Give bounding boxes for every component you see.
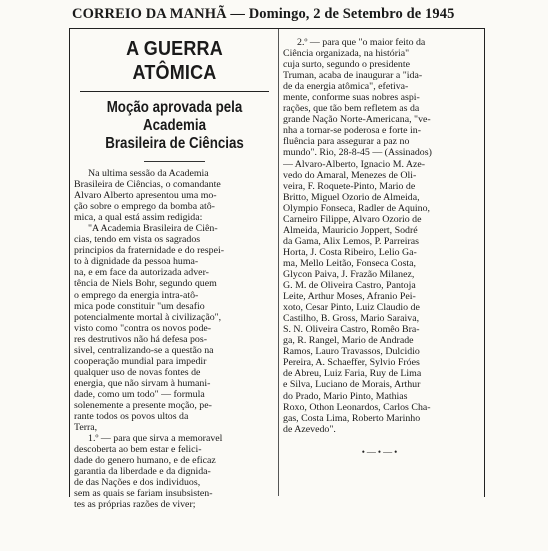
text-line: Ciência organizada, na história": [283, 48, 410, 60]
left-column-body: [74, 168, 275, 510]
text-line: e Silva, Luciano de Morais, Arthur: [283, 379, 421, 391]
text-line: principios da fraternidade e do respei-: [74, 245, 224, 257]
text-line: Almeida, Mauricio Joppert, Sodré: [283, 224, 418, 236]
text-line: Na ultima sessão da Academia: [88, 168, 209, 179]
text-line: to à dignidade da pessoa huma-: [74, 256, 199, 268]
text-line: energia, que não sirvam à humani-: [74, 377, 211, 389]
headline: A GUERRA ATÔMICA: [126, 38, 223, 84]
text-line: tes as próprias razões de viver;: [74, 499, 196, 511]
text-line: Horta, J. Costa Ribeiro, Lelio Ga-: [283, 246, 417, 258]
text-line: Glycon Paiva, J. Frazão Milanez,: [283, 268, 415, 280]
text-line: mica pode constituir "um desafio: [74, 300, 205, 312]
text-line: grande Nação Norte-Americana, "ve-: [283, 114, 431, 126]
text-line: de das Nações e dos individuos,: [74, 477, 201, 489]
end-ornament: •—•—•: [361, 446, 400, 457]
text-line: cooperação mundial para impedir: [74, 355, 207, 367]
text-line: visto como "contra os novos pode-: [74, 322, 212, 334]
text-line: Olympio Fonseca, Radler de Aquino,: [283, 202, 431, 214]
text-line: Carneiro Filippe, Alvaro Ozorio de: [283, 213, 422, 225]
text-line: cuja surto, segundo o presidente: [283, 59, 410, 71]
text-line: Leite, Arthur Moses, Afranio Pei-: [283, 291, 416, 303]
text-line: dade, como um todo" — formula: [74, 388, 205, 400]
left-column: [74, 29, 275, 511]
text-line: 1.º — para que sirva a memoravel: [88, 433, 223, 445]
text-line: de Azevedo".: [283, 423, 336, 435]
text-line: — Alvaro-Alberto, Ignacio M. Aze-: [283, 158, 426, 170]
text-line: veira, F. Roquete-Pinto, Mario de: [283, 180, 416, 192]
text-line: de Abreu, Luiz Faria, Ruy de Lima: [283, 368, 422, 380]
text-line: ga, R. Rangel, Mario de Andrade: [283, 335, 414, 347]
text-line: vedo do Amaral, Menezes de Oli-: [283, 169, 417, 181]
masthead: CORREIO DA MANHÃ — Domingo, 2 de Setembro de 1945: [72, 6, 455, 22]
text-line: Britto, Miguel Ozorio de Almeida,: [283, 191, 420, 203]
text-line: Brasileira de Ciências, o comandante: [74, 179, 221, 191]
text-line: S. N. Oliveira Castro, Romêo Bra-: [283, 324, 420, 336]
text-line: dade do genero humano, e de eficaz: [74, 455, 216, 467]
text-line: ma, Mello Leitão, Fonseca Costa,: [283, 257, 417, 269]
right-column-body: [283, 37, 478, 435]
text-line: qualquer uso de novas fontes de: [74, 366, 201, 378]
text-line: descoberta ao bem estar e felici-: [74, 444, 202, 456]
text-line: G. M. de Oliveira Castro, Pantoja: [283, 280, 416, 292]
text-line: Roxo, Othon Leonardos, Carlos Cha-: [283, 401, 431, 413]
text-line: Pereira, A. Schaeffer, Sylvio Fróes: [283, 357, 420, 369]
text-line: potencialmente mortal à civilização",: [74, 311, 222, 323]
text-line: res destrutivos não há defesa pos-: [74, 333, 207, 345]
text-line: mente, conforme suas nobres aspi-: [283, 92, 420, 104]
text-line: 2.º — para que "o maior feito da: [297, 37, 426, 48]
subheadline-rule: [144, 161, 205, 162]
text-line: rações, que tão bem refletem as da: [283, 103, 420, 115]
text-line: do Prado, Mario Pinto, Mathias: [283, 390, 408, 402]
text-line: "A Academia Brasileira de Ciên-: [88, 223, 218, 235]
text-line: garantia da liberdade e da dignida-: [74, 466, 211, 478]
text-line: cias, tendo em vista os sagrados: [74, 234, 201, 246]
text-line: da Gama, Alix Lemos, P. Parreiras: [283, 235, 420, 247]
subheadline: [88, 99, 261, 153]
text-line: Truman, acaba de inaugurar a "ida-: [283, 70, 423, 82]
text-line: xoto, Cesar Pinto, Luiz Claudio de: [283, 302, 420, 314]
text-line: Castilho, B. Gross, Mario Saraiva,: [283, 313, 420, 325]
text-line: gas, Costa Lima, Roberto Marinho: [283, 412, 421, 424]
text-line: sem as quais se fariam insubsisten-: [74, 488, 213, 500]
article-frame: [69, 28, 485, 511]
text-line: de da energia atômica", efetiva-: [283, 81, 409, 93]
text-line: rante todos os povos ultos da: [74, 411, 189, 423]
subheadline-line-2: Brasileira de Ciências: [105, 135, 244, 152]
text-line: Alvaro Alberto apresentou uma mo-: [74, 190, 217, 202]
right-column: [283, 29, 478, 497]
subheadline-line-1: Moção aprovada pela Academia: [106, 99, 243, 134]
headline-rule: [80, 91, 269, 92]
text-line: mundo". Rio, 28-8-45 — (Assinados): [283, 147, 432, 159]
text-line: fluência para assegurar a paz no: [283, 136, 410, 148]
text-line: tência de Niels Bohr, segundo quem: [74, 278, 217, 290]
text-line: ção sobre o emprego da bomba atô-: [74, 201, 215, 213]
text-line: o emprego da energia intra-atô-: [74, 289, 199, 301]
column-divider: [278, 29, 279, 496]
text-line: nha a tornar-se poderosa e forte in-: [283, 125, 421, 137]
text-line: Ramos, Lauro Travassos, Dulcidio: [283, 346, 420, 358]
text-line: Terra,: [74, 422, 98, 434]
text-line: sivel, centralizando-se a questão na: [74, 344, 214, 356]
text-line: mica, a qual está assim redigida:: [74, 212, 203, 224]
text-line: solenemente a presente moção, pe-: [74, 399, 212, 411]
text-line: na, e em face da autorizada adver-: [74, 267, 209, 279]
